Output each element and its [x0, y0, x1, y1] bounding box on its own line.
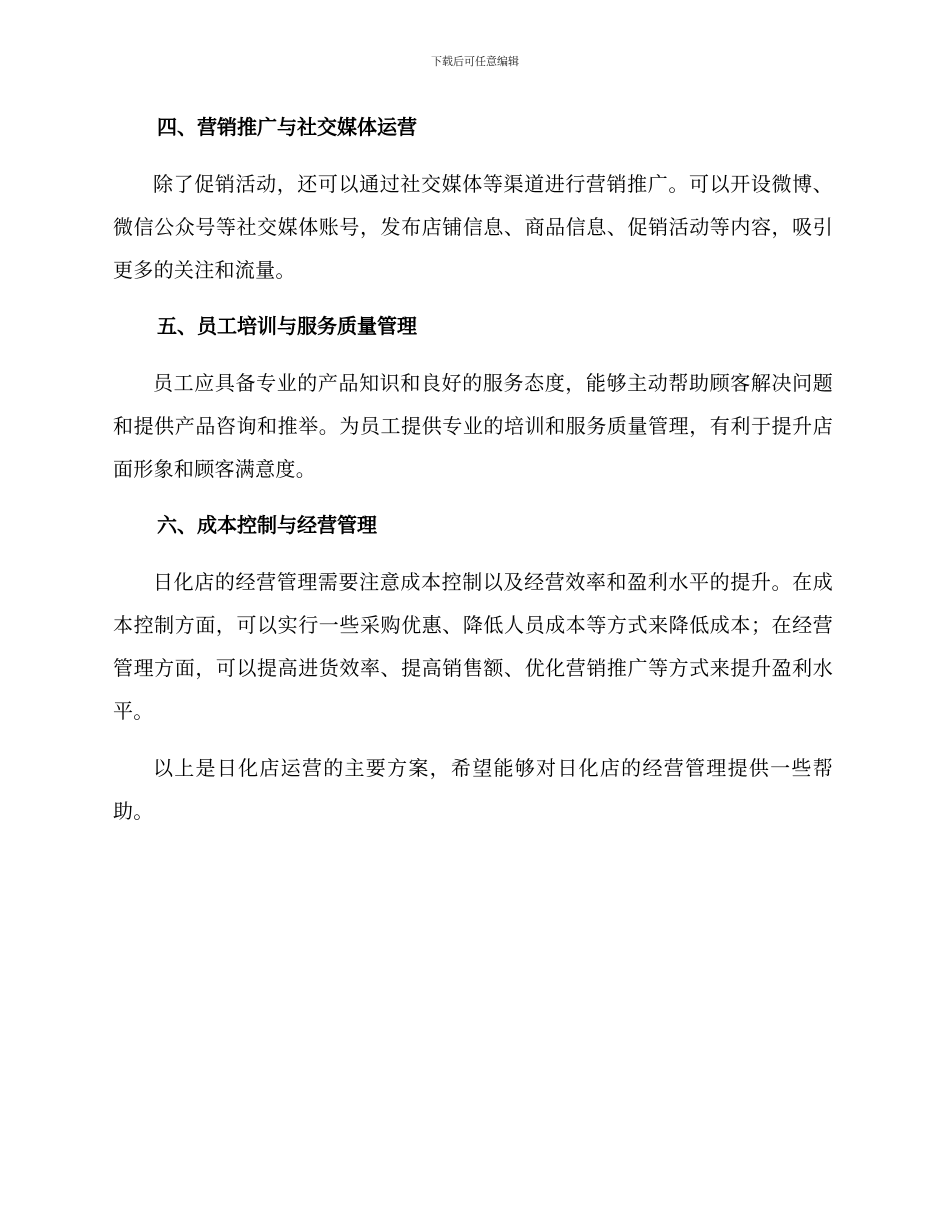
section-heading-cost-control: 六、成本控制与经营管理	[157, 513, 377, 537]
section-paragraph-staff-training: 员工应具备专业的产品知识和良好的服务态度，能够主动帮助顾客解决问题和提供产品咨询和推举。为员工提供专业的培训和服务质量管理，有利于提升店面形象和顾客满意度。	[113, 371, 833, 481]
document-body	[113, 110, 833, 833]
section-paragraph-cost-control: 日化店的经营管理需要注意成本控制以及经营效率和盈利水平的提升。在成本控制方面，可以实行一些采购优惠、降低人员成本等方式来降低成本；在经营管理方面，可以提高进货效率、提高销售额、优化营销推广等方式来提升盈利水平。	[113, 570, 833, 723]
section-heading-marketing: 四、营销推广与社交媒体运营	[157, 115, 417, 139]
section-paragraph-marketing: 除了促销活动，还可以通过社交媒体等渠道进行营销推广。可以开设微博、微信公众号等社交媒体账号，发布店铺信息、商品信息、促销活动等内容，吸引更多的关注和流量。	[113, 172, 833, 282]
conclusion-paragraph: 以上是日化店运营的主要方案，希望能够对日化店的经营管理提供一些帮助。	[113, 756, 833, 823]
section-heading-staff-training: 五、员工培训与服务质量管理	[157, 314, 417, 338]
page-header: 下载后可任意编辑	[431, 55, 519, 68]
